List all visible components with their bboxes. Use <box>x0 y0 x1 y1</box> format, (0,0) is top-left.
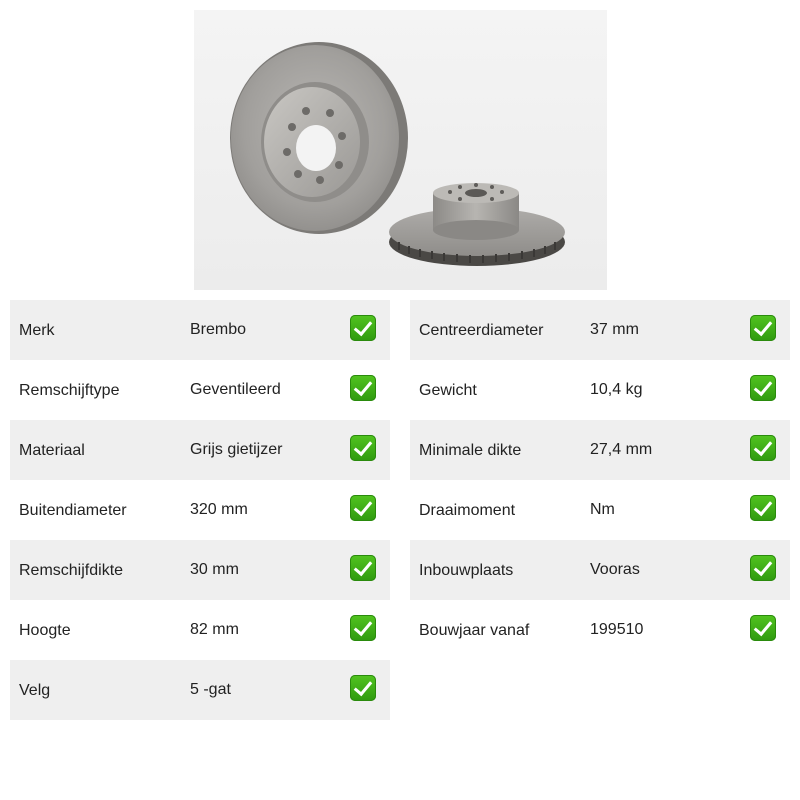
spec-row-inbouwplaats <box>410 540 790 600</box>
spec-value: Geventileerd <box>190 381 281 398</box>
spec-value: Brembo <box>190 321 247 338</box>
spec-label: Minimale dikte <box>419 442 522 459</box>
check-mark-icon <box>750 495 776 521</box>
spec-row-materiaal <box>10 420 390 480</box>
check-mark-icon <box>750 315 776 341</box>
spec-row-buitendiameter <box>10 480 390 540</box>
spec-row-minimale-dikte <box>410 420 790 480</box>
spec-value: Grijs gietijzer <box>190 441 283 458</box>
spec-table-left <box>10 300 390 720</box>
spec-value: 5 -gat <box>190 681 231 698</box>
spec-label: Materiaal <box>19 442 85 459</box>
spec-row-velg <box>10 660 390 720</box>
spec-label: Gewicht <box>419 382 477 399</box>
spec-value: 37 mm <box>590 321 639 338</box>
check-mark-icon <box>350 315 376 341</box>
spec-row-gewicht <box>410 360 790 420</box>
spec-label: Centreerdiameter <box>419 322 544 339</box>
check-mark-icon <box>350 675 376 701</box>
spec-value: 30 mm <box>190 561 239 578</box>
check-mark-icon <box>750 555 776 581</box>
spec-label: Draaimoment <box>419 502 516 519</box>
spec-value: 27,4 mm <box>590 441 653 458</box>
spec-value: 82 mm <box>190 621 239 638</box>
check-mark-icon <box>350 495 376 521</box>
spec-label: Hoogte <box>19 622 71 639</box>
spec-label: Remschijftype <box>19 382 120 399</box>
spec-row-remschijftype <box>10 360 390 420</box>
spec-row-bouwjaar-vanaf <box>410 600 790 660</box>
spec-row-centreerdiameter <box>410 300 790 360</box>
spec-value: Nm <box>590 501 615 518</box>
check-mark-icon <box>350 555 376 581</box>
spec-row-draaimoment <box>410 480 790 540</box>
spec-label: Inbouwplaats <box>419 562 514 579</box>
spec-value: Vooras <box>590 561 640 578</box>
spec-value: 10,4 kg <box>590 381 643 398</box>
spec-row-hoogte <box>10 600 390 660</box>
check-mark-icon <box>750 615 776 641</box>
brake-disc-illustration <box>194 10 607 290</box>
check-mark-icon <box>350 375 376 401</box>
check-mark-icon <box>750 435 776 461</box>
spec-label: Buitendiameter <box>19 502 127 519</box>
product-image <box>194 10 607 290</box>
check-mark-icon <box>350 615 376 641</box>
spec-value: 199510 <box>590 621 644 638</box>
spec-row-merk <box>10 300 390 360</box>
check-mark-icon <box>750 375 776 401</box>
spec-row-remschijfdikte <box>10 540 390 600</box>
spec-label: Merk <box>19 322 55 339</box>
spec-table-right <box>410 300 790 660</box>
check-mark-icon <box>350 435 376 461</box>
spec-value: 320 mm <box>190 501 248 518</box>
spec-label: Velg <box>19 682 51 699</box>
spec-label: Bouwjaar vanaf <box>419 622 530 639</box>
spec-label: Remschijfdikte <box>19 562 124 579</box>
